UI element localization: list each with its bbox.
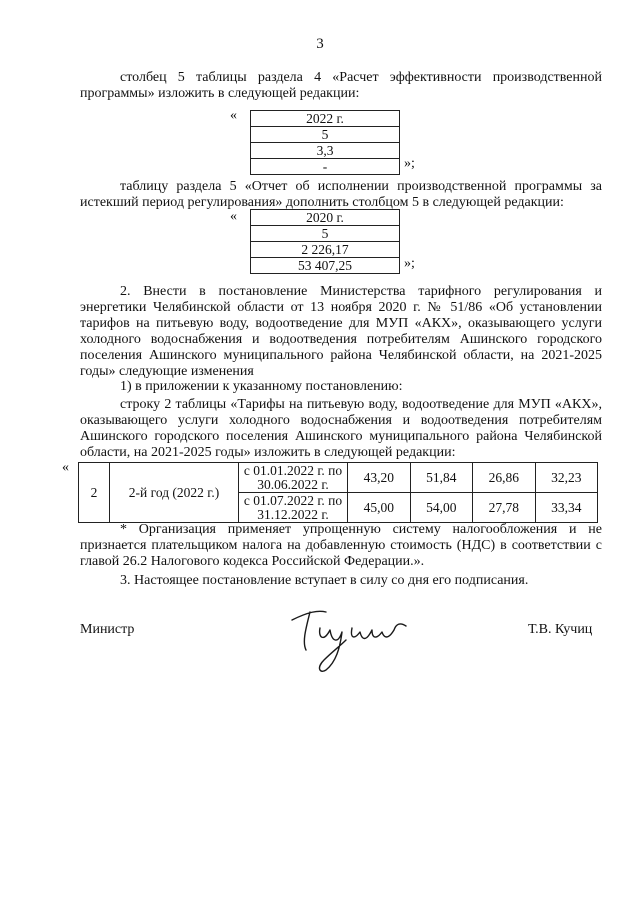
table-cell: 5 bbox=[251, 127, 400, 143]
table-cell: 3,3 bbox=[251, 143, 400, 159]
table-cell: 2022 г. bbox=[251, 111, 400, 127]
value-cell: 32,23 bbox=[535, 463, 598, 493]
paragraph-item-3: 3. Настоящее постановление вступает в силу со дня его подписания. bbox=[120, 573, 529, 588]
paragraph-table4-intro: столбец 5 таблицы раздела 4 «Расчет эффективности производственной программы» изложить в следующей редакции: bbox=[80, 70, 602, 101]
paragraph-item-2: 2. Внести в постановление Министерства тарифного регулирования и энергетики Челябинской области от 13 ноября 2020 г. № 51/86 «Об установлении тарифов на питьевую воду, водоотведение для МУП «АКХ», оказывающего услуги холодного водоснабжения и водоотведения потребителям Ашинского городского поселения Ашинского муниципального района Челябинской области, на 2021-2025 годы» следующие изменения bbox=[80, 284, 602, 379]
value-cell: 51,84 bbox=[410, 463, 473, 493]
open-quote: « bbox=[62, 460, 69, 475]
close-quote: »; bbox=[404, 156, 415, 171]
value-cell: 43,20 bbox=[348, 463, 411, 493]
table-cell: 2020 г. bbox=[251, 210, 400, 226]
signatory-name: Т.В. Кучиц bbox=[528, 622, 593, 637]
value-cell: 26,86 bbox=[473, 463, 536, 493]
report-table bbox=[250, 209, 400, 274]
paragraph-subitem-1: 1) в приложении к указанному постановлению: bbox=[120, 379, 403, 394]
table-cell: 5 bbox=[251, 226, 400, 242]
handwritten-signature bbox=[280, 598, 420, 678]
year-cell: 2-й год (2022 г.) bbox=[110, 463, 239, 523]
footnote: * Организация применяет упрощенную систему налогообложения и не признается плательщиком налога на добавленную стоимость (НДС) в соответствии с главой 26.2 Налогового кодекса Российской Федерации.». bbox=[80, 522, 602, 569]
table-cell: 2 226,17 bbox=[251, 242, 400, 258]
row-number: 2 bbox=[79, 463, 110, 523]
tariff-table bbox=[78, 462, 598, 523]
open-quote: « bbox=[230, 209, 237, 224]
value-cell: 27,78 bbox=[473, 493, 536, 523]
efficiency-table bbox=[250, 110, 400, 175]
table-cell: 53 407,25 bbox=[251, 258, 400, 274]
close-quote: »; bbox=[404, 256, 415, 271]
value-cell: 45,00 bbox=[348, 493, 411, 523]
table-cell: - bbox=[251, 159, 400, 175]
value-cell: 54,00 bbox=[410, 493, 473, 523]
signatory-position: Министр bbox=[80, 622, 135, 637]
period-cell: с 01.01.2022 г. по 30.06.2022 г. bbox=[239, 463, 348, 493]
page-number: 3 bbox=[316, 36, 324, 52]
paragraph-row-2: строку 2 таблицы «Тарифы на питьевую воду, водоотведение для МУП «АКХ», оказывающего услуги холодного водоснабжения и водоотведения потребителям Ашинского городского поселения Ашинского муниципального района Челябинской области, на 2021-2025 годы» изложить в следующей редакции: bbox=[80, 397, 602, 460]
open-quote: « bbox=[230, 108, 237, 123]
value-cell: 33,34 bbox=[535, 493, 598, 523]
paragraph-table5-intro: таблицу раздела 5 «Отчет об исполнении производственной программы за истекший период регулирования» дополнить столбцом 5 в следующей редакции: bbox=[80, 179, 602, 210]
period-cell: с 01.07.2022 г. по 31.12.2022 г. bbox=[239, 493, 348, 523]
